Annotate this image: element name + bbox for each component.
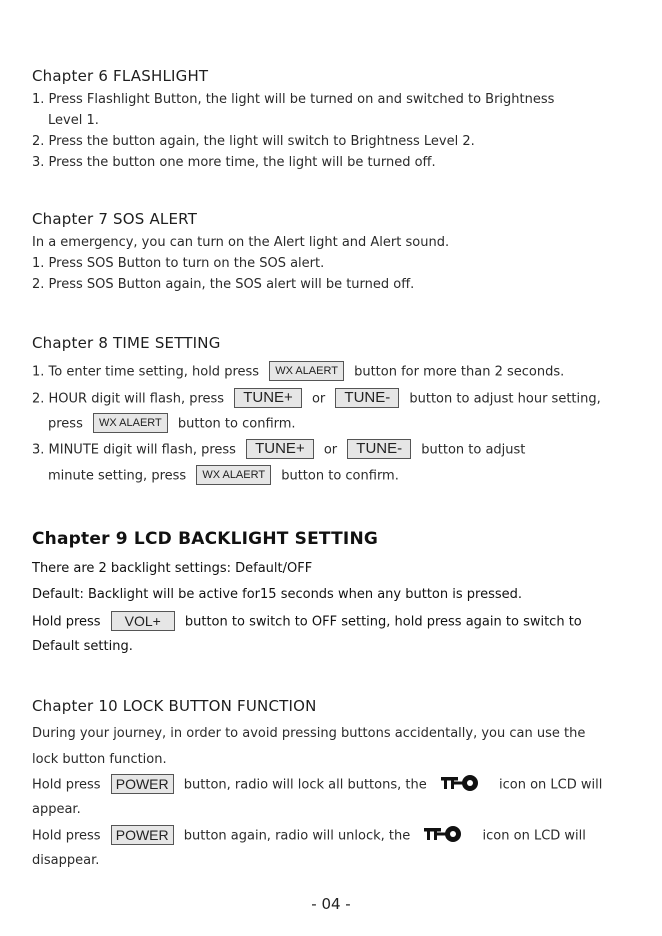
ch10-line6: disappear. <box>32 853 100 868</box>
chapter-6-title: Chapter 6 FLASHLIGHT <box>32 67 209 85</box>
tune-up-button: TUNE+ <box>246 439 314 459</box>
ch8-step1 <box>32 362 564 382</box>
tune-up-button: TUNE+ <box>234 388 302 408</box>
key-lock-icon <box>422 824 466 844</box>
ch6-step1: 1. Press Flashlight Button, the light will be turned on and switched to Brightness <box>32 92 555 107</box>
ch6-step1-cont: Level 1. <box>48 113 99 128</box>
ch9-line3 <box>32 612 582 632</box>
hold-press-text: Hold press <box>32 828 101 844</box>
ch9-line3-end: button to switch to OFF setting, hold press again to switch to <box>184 614 582 630</box>
confirm-text: button to confirm. <box>177 416 296 432</box>
ch8-step3-text-end: button to adjust <box>421 442 526 458</box>
wx-alert-button: WX ALAERT <box>196 465 271 485</box>
chapter-8-title: Chapter 8 TIME SETTING <box>32 334 221 352</box>
ch8-step3-text: 3. MINUTE digit will flash, press <box>32 442 236 458</box>
ch8-step2-text-end: button to adjust hour setting, <box>409 391 601 407</box>
ch9-line2: Default: Backlight will be active for15 seconds when any button is pressed. <box>32 587 523 602</box>
ch10-line5-end: icon on LCD will <box>482 828 586 844</box>
ch8-step1-text-end: button for more than 2 seconds. <box>354 364 565 380</box>
ch9-line4: Default setting. <box>32 639 133 654</box>
power-button: POWER <box>111 825 174 845</box>
chapter-9-title: Chapter 9 LCD BACKLIGHT SETTING <box>32 529 379 549</box>
ch9-line1: There are 2 backlight settings: Default/OFF <box>32 561 313 576</box>
tune-down-button: TUNE- <box>347 439 411 459</box>
wx-alert-button: WX ALAERT <box>269 361 344 381</box>
ch8-step2 <box>32 389 601 409</box>
ch7-step1: 1. Press SOS Button to turn on the SOS alert. <box>32 256 325 271</box>
hold-press-text: Hold press <box>32 614 101 630</box>
ch10-line2: lock button function. <box>32 752 167 767</box>
ch6-step3: 3. Press the button one more time, the light will be turned off. <box>32 155 436 170</box>
or-text: or <box>311 391 326 407</box>
ch8-step2-cont <box>48 414 296 434</box>
page-number: - 04 - <box>311 895 351 913</box>
ch10-line5-mid: button again, radio will unlock, the <box>183 828 411 844</box>
confirm-text: button to confirm. <box>281 468 399 484</box>
wx-alert-button: WX ALAERT <box>93 413 168 433</box>
ch10-line4: appear. <box>32 802 81 817</box>
ch6-step2: 2. Press the button again, the light will switch to Brightness Level 2. <box>32 134 475 149</box>
ch10-line3 <box>32 775 602 795</box>
ch8-step3-cont <box>48 466 399 486</box>
ch7-step2: 2. Press SOS Button again, the SOS alert will be turned off. <box>32 277 415 292</box>
power-button: POWER <box>111 774 174 794</box>
press-text: press <box>48 416 83 432</box>
ch8-step2-text: 2. HOUR digit will flash, press <box>32 391 225 407</box>
or-text: or <box>323 442 338 458</box>
key-lock-icon <box>439 773 483 793</box>
ch8-step3 <box>32 440 525 460</box>
tune-down-button: TUNE- <box>335 388 399 408</box>
ch10-line3-mid: button, radio will lock all buttons, the <box>183 777 427 793</box>
chapter-7-title: Chapter 7 SOS ALERT <box>32 210 198 228</box>
chapter-10-title: Chapter 10 LOCK BUTTON FUNCTION <box>32 697 317 715</box>
ch7-intro: In a emergency, you can turn on the Alert light and Alert sound. <box>32 235 450 250</box>
minute-setting-text: minute setting, press <box>48 468 187 484</box>
ch8-step1-text: 1. To enter time setting, hold press <box>32 364 260 380</box>
vol-up-button: VOL+ <box>111 611 175 631</box>
ch10-line1: During your journey, in order to avoid pressing buttons accidentally, you can use the <box>32 726 586 741</box>
ch10-line3-end: icon on LCD will <box>499 777 603 793</box>
ch10-line5 <box>32 826 586 846</box>
hold-press-text: Hold press <box>32 777 101 793</box>
